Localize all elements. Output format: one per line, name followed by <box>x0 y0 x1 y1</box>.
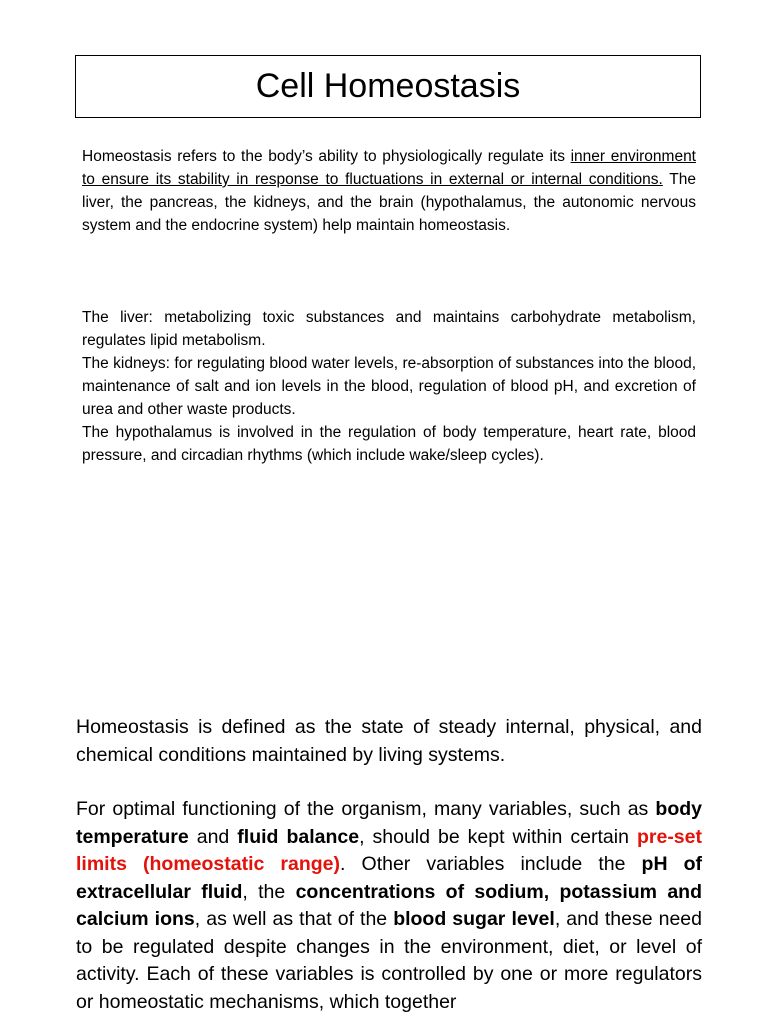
definition-paragraph <box>76 714 702 769</box>
title-box <box>75 55 701 118</box>
variables-text: and <box>188 825 238 848</box>
variables-text: , as well as that of the <box>194 908 394 930</box>
variables-paragraph <box>76 796 702 1016</box>
intro-lead: Homeostasis refers to the body’s ability to physiologically regulate its <box>82 148 571 165</box>
term-fluid-balance: fluid balance <box>237 825 360 848</box>
term-body-temperature: body temperature <box>76 798 702 848</box>
organ-kidneys: The kidneys: for regulating blood water levels, re-absorption of substances into the blood, maintenance of salt and ion levels in the blood, regulation of blood pH, and excretion of urea and other waste products. <box>82 355 696 418</box>
variables-text: , the <box>242 880 296 903</box>
organs-section <box>82 306 696 467</box>
term-blood-sugar: blood sugar level <box>393 908 555 930</box>
variables-text: , and these need to be regulated despite changes in the environment, diet, or level of activity. Each of these variables is controlled by one or more regulators or homeostatic mechanisms, which together <box>76 908 703 1013</box>
definition-text: Homeostasis is defined as the state of steady internal, physical, and chemical conditions maintained by living systems. <box>76 716 702 766</box>
intro-underlined: inner environment to ensure its stability in response to fluctuations in external or internal conditions. <box>82 148 696 188</box>
organ-hypothalamus: The hypothalamus is involved in the regulation of body temperature, heart rate, blood pressure, and circadian rhythms (which include wake/sleep cycles). <box>82 424 696 464</box>
term-ph: pH of extracellular fluid <box>76 853 703 903</box>
term-ion-concentrations: concentrations of sodium, potassium and calcium ions <box>76 880 702 930</box>
variables-text: . Other variables include the <box>340 853 642 875</box>
term-homeostatic-range: pre-set limits (homeostatic range) <box>76 825 702 875</box>
organ-liver: The liver: metabolizing toxic substances and maintains carbohydrate metabolism, regulates lipid metabolism. <box>82 309 696 349</box>
intro-rest: The liver, the pancreas, the kidneys, and the brain (hypothalamus, the autonomic nervous system and the endocrine system) help maintain homeostasis. <box>82 171 696 234</box>
page-title: Cell Homeostasis <box>255 67 521 105</box>
variables-text: For optimal functioning of the organism, many variables, such as <box>76 798 656 820</box>
intro-paragraph <box>82 145 696 237</box>
variables-text: , should be kept within certain <box>359 825 637 848</box>
